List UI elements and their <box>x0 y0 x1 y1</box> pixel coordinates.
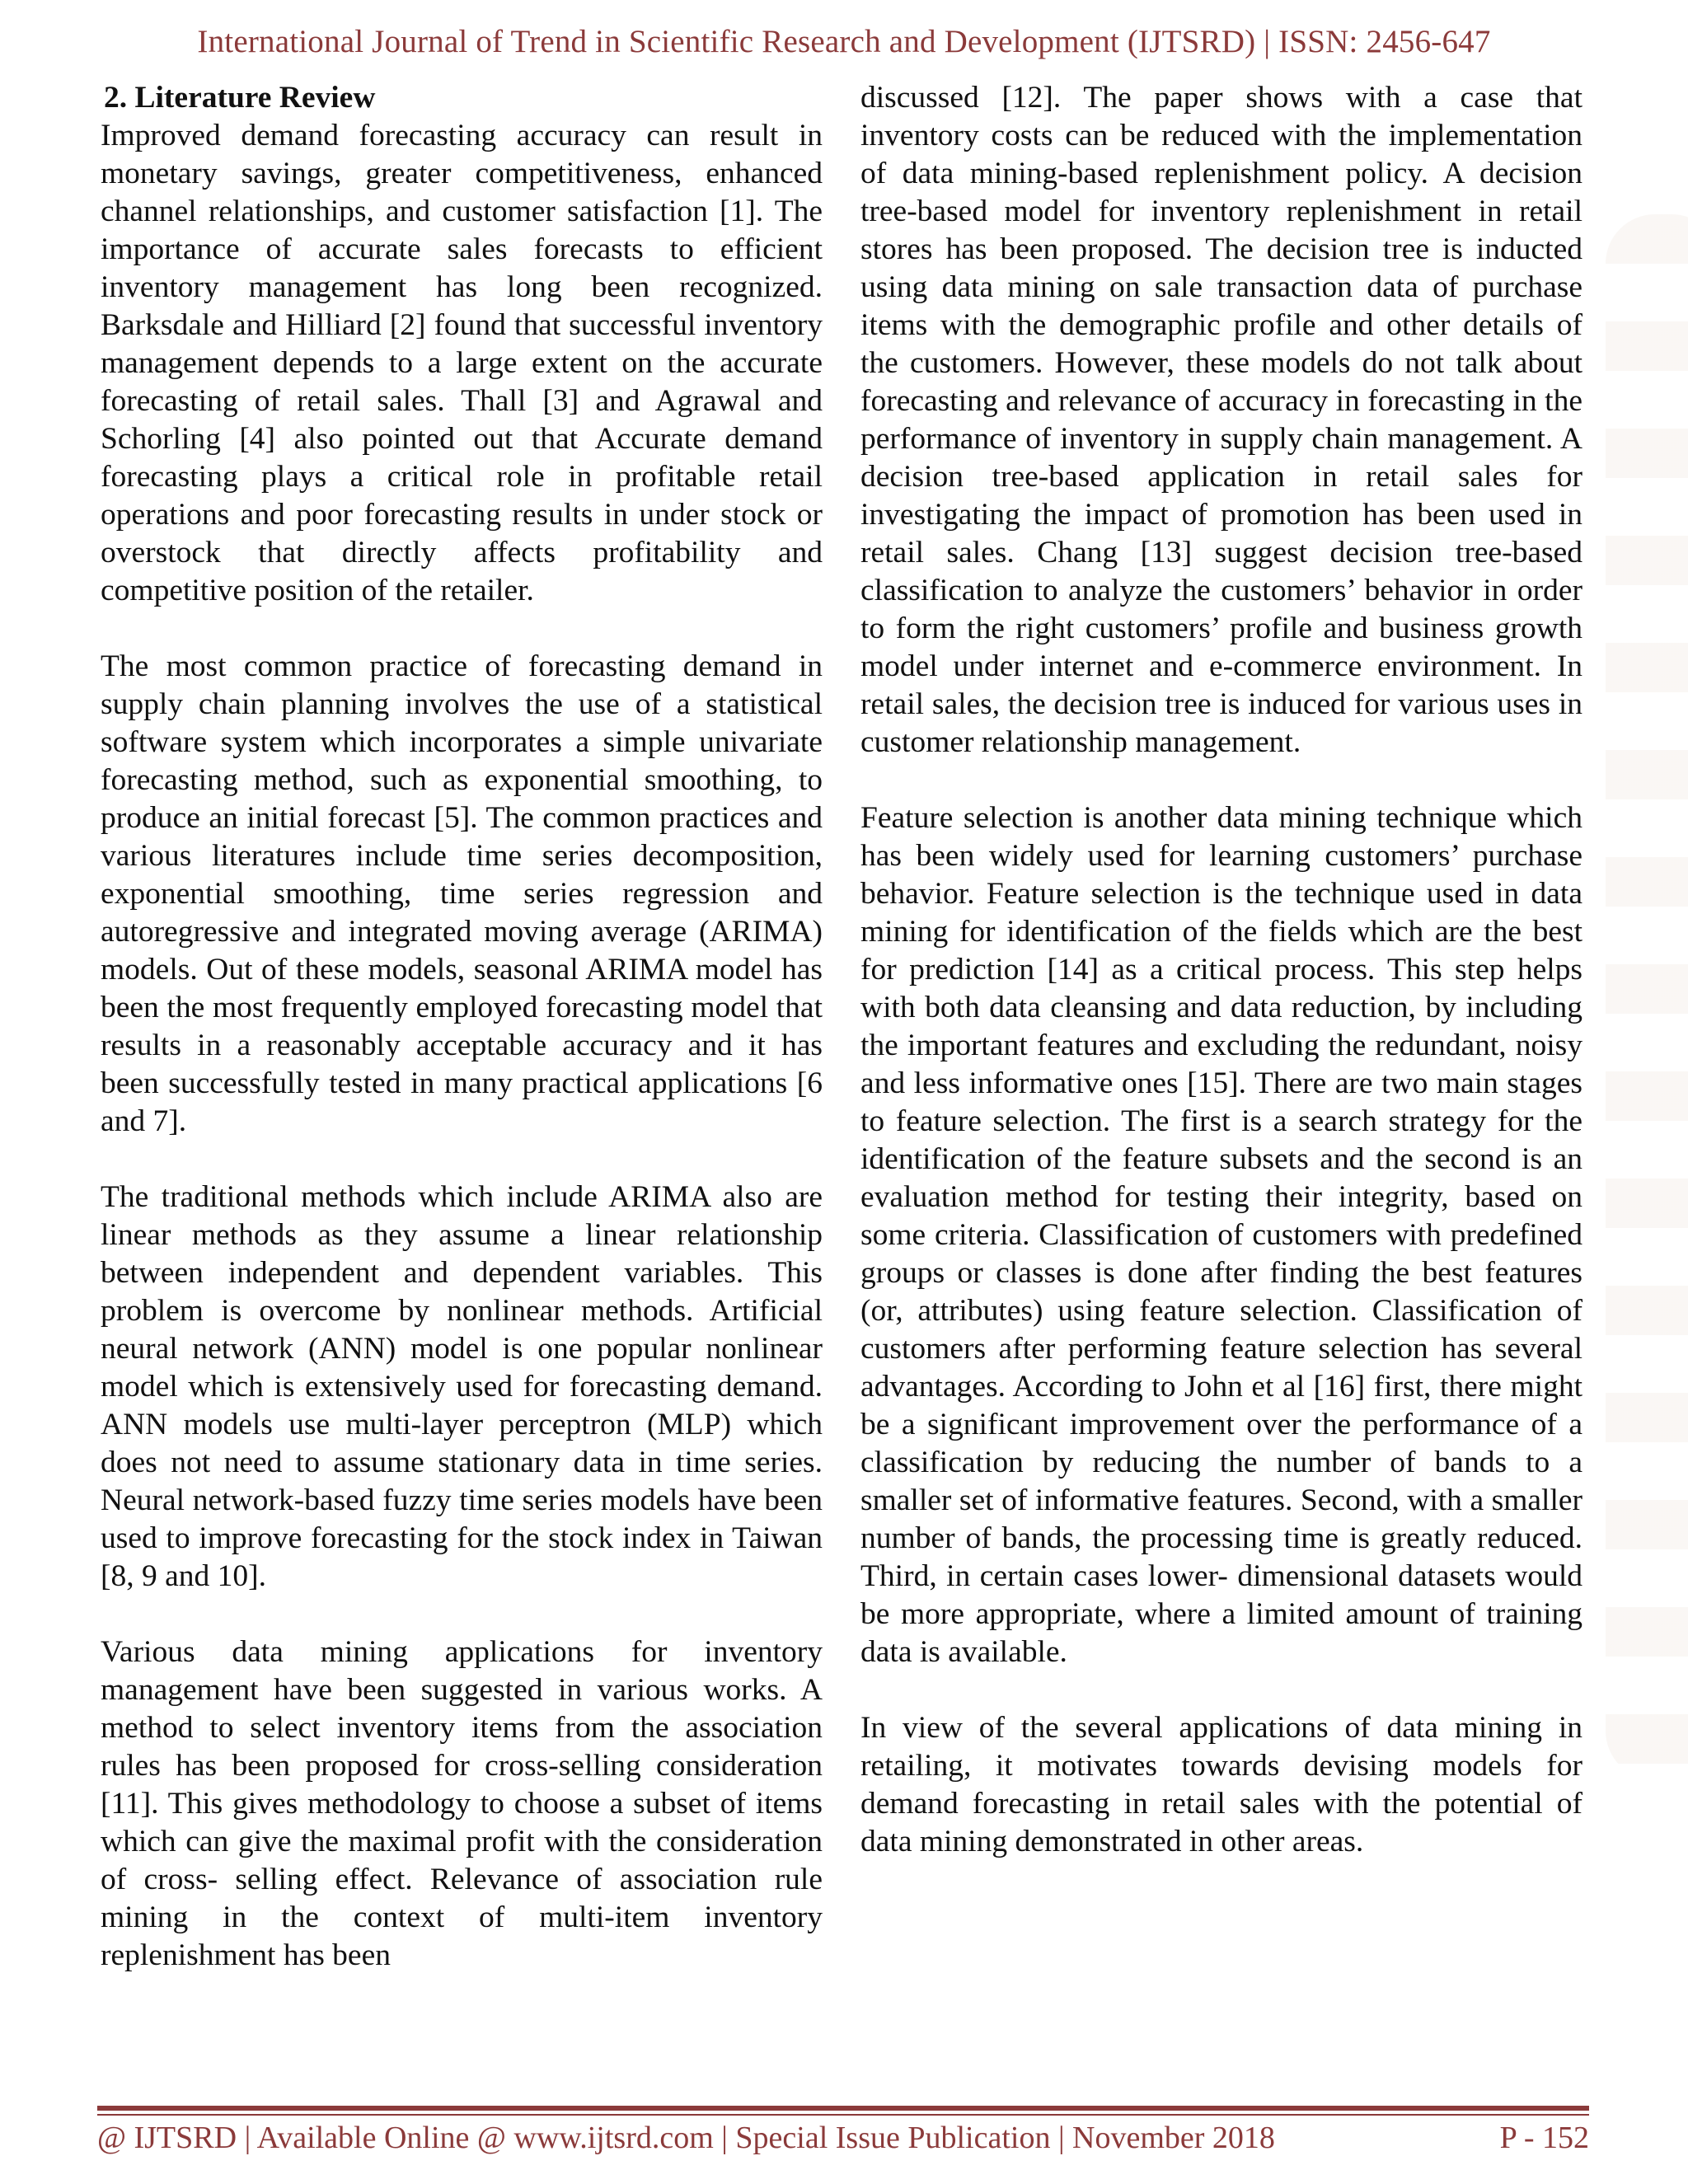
paragraph: The traditional methods which include ARIMA also are linear methods as they assume a linear relationship between independent and dependent variables. This problem is overcome by nonlinear methods. Artificial neural network (ANN) model is one popular nonlinear model which is extensively used for forecasting demand. ANN models use multi-layer perceptron (MLP) which does not need to assume stationary data in time series. Neural network-based fuzzy time series models have been used to improve forecasting for the stock index in Taiwan [8, 9 and 10]. <box>101 1180 823 1593</box>
paragraph: Various data mining applications for inventory management have been suggested in various works. A method to select inventory items from the association rules has been proposed for cross-selling consideration [11]. This gives methodology to choose a subset of items which can give the maximal profit with the consideration of cross- selling effect. Relevance of association rule mining in the context of multi-item inventory replenishment has been <box>101 1635 823 1972</box>
paragraph: Feature selection is another data mining technique which has been widely used for learning customers’ purchase behavior. Feature selection is the technique used in data mining for identification of the fields which are the best for prediction [14] as a critical process. This step helps with both data cleansing and data reduction, by including the important features and excluding the redundant, noisy and less informative ones [15]. There are two main stages to feature selection. The first is a search strategy for the identification of the feature subsets and the second is an evaluation method for testing their integrity, based on some criteria. Classification of customers with predefined groups or classes is done after finding the best features (or, attributes) using feature selection. Classification of customers after performing feature selection has several advantages. According to John et al [16] first, there might be a significant improvement over the performance of a classification by reducing the number of bands to a smaller set of informative features. Second, with a smaller number of bands, the processing time is greatly reduced. Third, in certain cases lower- dimensional datasets would be more appropriate, where a limited amount of training data is available. <box>860 801 1582 1669</box>
page-number: P - 152 <box>1499 2121 1589 2155</box>
footer-rule-thin <box>97 2114 1589 2116</box>
section-heading: 2. Literature Review <box>104 81 376 115</box>
running-header: International Journal of Trend in Scientific Research and Development (IJTSRD) | ISSN: 2456-647 <box>197 24 1491 59</box>
paragraph: The most common practice of forecasting demand in supply chain planning involves the use of a statistical software system which incorporates a simple univariate forecasting method, such as exponential smoothing, to produce an initial forecast [5]. The common practices and various literatures include time series decomposition, exponential smoothing, time series regression and autoregressive and integrated moving average (ARIMA) models. Out of these models, seasonal ARIMA model has been the most frequently employed forecasting model that results in a reasonably acceptable accuracy and it has been successfully tested in many practical applications [6 and 7]. <box>101 649 823 1138</box>
paragraph: Improved demand forecasting accuracy can result in monetary savings, greater competitiveness, enhanced channel relationships, and customer satisfaction [1]. The importance of accurate sales forecasts to efficient inventory management has long been recognized. Barksdale and Hilliard [2] found that successful inventory management depends to a large extent on the accurate forecasting of retail sales. Thall [3] and Agrawal and Schorling [4] also pointed out that Accurate demand forecasting plays a critical role in profitable retail operations and poor forecasting results in under stock or overstock that directly affects profitability and competitive position of the retailer. <box>101 119 823 607</box>
paragraph: discussed [12]. The paper shows with a case that inventory costs can be reduced with the implementation of data mining-based replenishment policy. A decision tree-based model for inventory replenishment in retail stores has been proposed. The decision tree is inducted using data mining on sale transaction data of purchase items with the demographic profile and other details of the customers. However, these models do not talk about forecasting and relevance of accuracy in forecasting in the performance of inventory in supply chain management. A decision tree-based application in retail sales for investigating the impact of promotion has been used in retail sales. Chang [13] suggest decision tree-based classification to analyze the customers’ behavior in order to form the right customers’ profile and business growth model under internet and e-commerce environment. In retail sales, the decision tree is induced for various uses in customer relationship management. <box>860 81 1582 759</box>
footer-publication-info: @ IJTSRD | Available Online @ www.ijtsrd.com | Special Issue Publication | November 2018 <box>97 2121 1275 2155</box>
right-column <box>860 79 1582 1861</box>
watermark-logo <box>1606 214 1688 1780</box>
paragraph: In view of the several applications of data mining in retailing, it motivates towards devising models for demand forecasting in retail sales with the potential of data mining demonstrated in other areas. <box>860 1711 1582 1858</box>
left-column <box>101 79 823 1975</box>
footer-rule <box>97 2106 1589 2111</box>
